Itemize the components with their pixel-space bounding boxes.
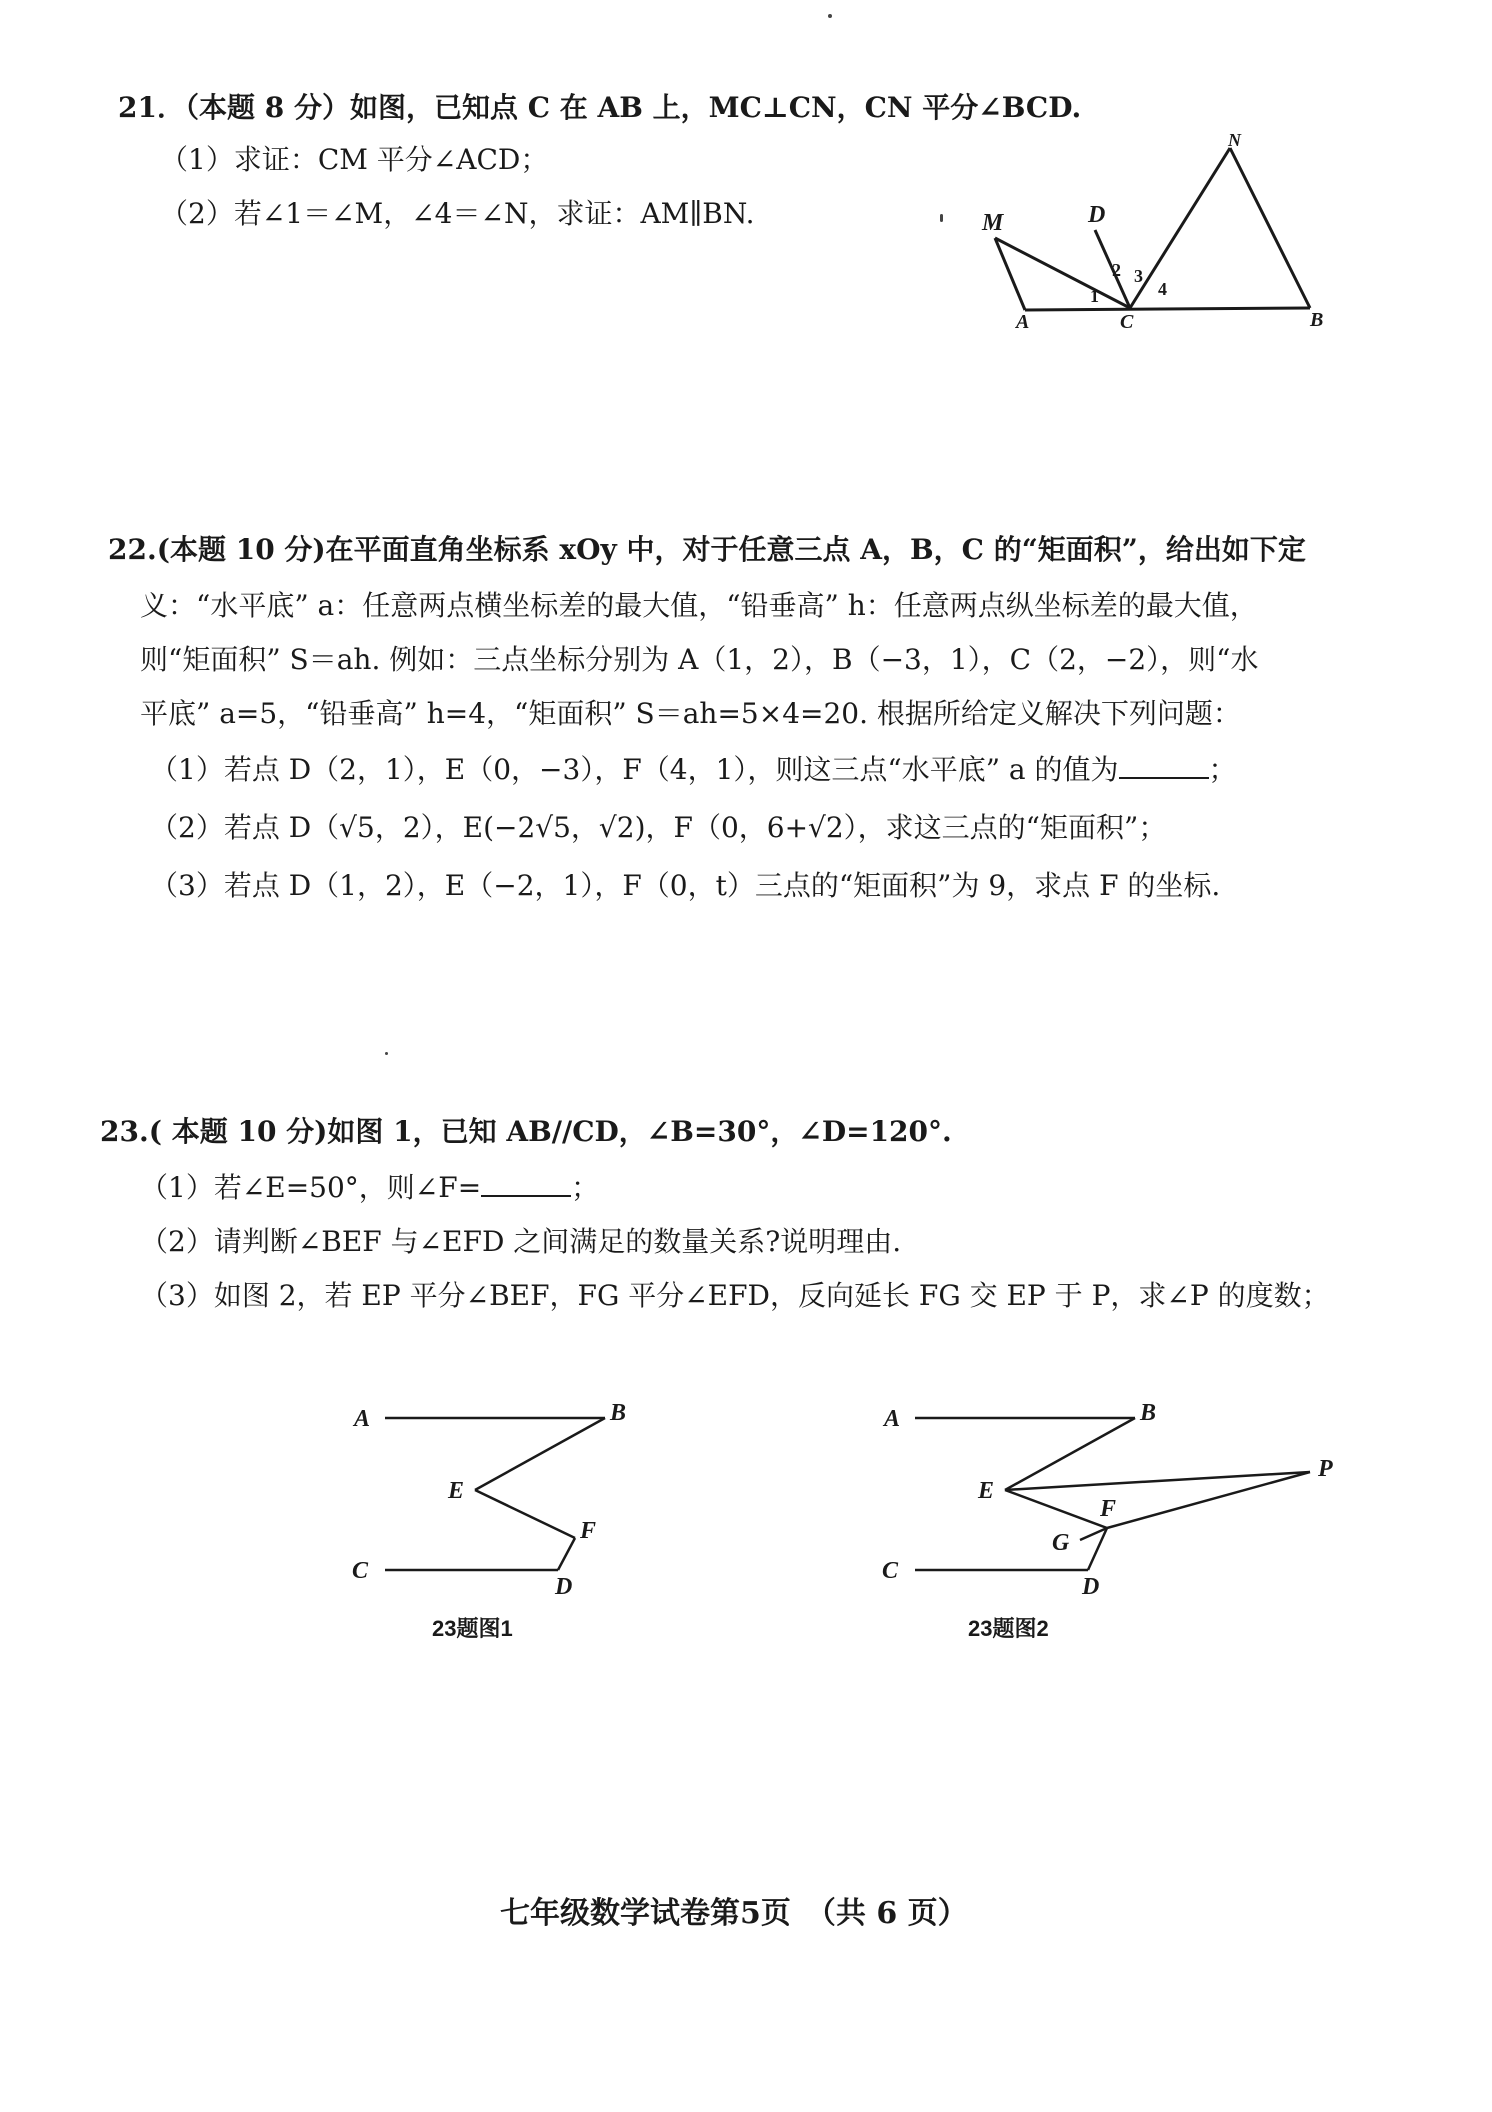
q21-part1: （1）求证：CM 平分∠ACD； xyxy=(160,143,549,176)
q23-figure-2 xyxy=(870,1380,1370,1600)
label-e: E xyxy=(448,1478,465,1504)
label-f: F xyxy=(580,1518,597,1544)
q22-line3: 则“矩面积” S＝ah. 例如：三点坐标分别为 A（1，2），B（−3，1），C（2，−2），则“水 xyxy=(140,643,1259,676)
segment-ep xyxy=(1005,1472,1310,1490)
angle-4: 4 xyxy=(1158,279,1167,299)
label-a: A xyxy=(884,1406,901,1432)
scan-speck xyxy=(828,14,832,18)
angle-3: 3 xyxy=(1134,266,1143,286)
label-b: B xyxy=(1140,1400,1157,1426)
q22-part1-end: ； xyxy=(1208,753,1237,786)
label-a: A xyxy=(1016,311,1030,330)
q21-figure xyxy=(960,130,1340,330)
q23-title: 23.( 本题 10 分)如图 1，已知 AB//CD，∠B=30°，∠D=120°. xyxy=(100,1115,952,1148)
label-b: B xyxy=(610,1400,627,1426)
segment-be xyxy=(1005,1418,1135,1490)
q22-part2: （2）若点 D（√5，2），E(−2√5，√2)，F（0，6+√2），求这三点的“矩面积”； xyxy=(150,811,1167,844)
q22-part3: （3）若点 D（1，2），E（−2，1），F（0，t）三点的“矩面积”为 9，求点 F 的坐标. xyxy=(150,869,1221,902)
segment-ab xyxy=(1025,308,1310,310)
label-d: D xyxy=(1082,1574,1100,1600)
q23-part3: （3）如图 2，若 EP 平分∠BEF，FG 平分∠EFD，反向延长 FG 交 EP 于 P，求∠P 的度数； xyxy=(140,1279,1330,1312)
answer-blank[interactable] xyxy=(481,1169,571,1197)
label-m: M xyxy=(982,210,1004,236)
q23-figure-1 xyxy=(340,1380,660,1600)
label-c: C xyxy=(352,1558,369,1584)
segment-nb xyxy=(1230,148,1310,308)
label-c: C xyxy=(882,1558,899,1584)
label-d: D xyxy=(1088,202,1106,228)
scan-speck xyxy=(940,214,943,222)
segment-mc xyxy=(995,238,1130,308)
label-p: P xyxy=(1318,1456,1333,1482)
label-e: E xyxy=(978,1478,995,1504)
label-n: N xyxy=(1228,130,1241,150)
q22-line4: 平底” a=5，“铅垂高” h=4，“矩面积” S＝ah=5×4=20. 根据所给定义解决下列问题： xyxy=(140,697,1241,730)
segment-ef xyxy=(1005,1490,1107,1528)
q22-part1-text: （1）若点 D（2，1），E（0，−3），F（4，1），则这三点“水平底” a 的值为 xyxy=(150,753,1119,786)
segment-am xyxy=(995,238,1025,310)
label-a: A xyxy=(354,1406,371,1432)
segment-ef xyxy=(475,1490,575,1538)
q21-part2: （2）若∠1＝∠M，∠4＝∠N，求证：AM∥BN. xyxy=(160,197,755,230)
q23-part1-text: （1）若∠E=50°，则∠F= xyxy=(140,1171,482,1204)
segment-pf xyxy=(1107,1472,1310,1528)
q23-part1 xyxy=(140,1168,599,1208)
segment-cn xyxy=(1130,148,1230,308)
q22-part1 xyxy=(150,750,1237,790)
label-b: B xyxy=(1310,309,1324,330)
q22-line1: 22.(本题 10 分)在平面直角坐标系 xOy 中，对于任意三点 A，B，C 的“矩面积”，给出如下定 xyxy=(108,533,1306,566)
label-g: G xyxy=(1052,1530,1070,1556)
q23-part1-end: ； xyxy=(571,1171,600,1204)
segment-be xyxy=(475,1418,605,1490)
q21-title: 21．（本题 8 分）如图，已知点 C 在 AB 上，MC⊥CN，CN 平分∠BCD. xyxy=(118,91,1082,124)
page-footer: 七年级数学试卷第5页 （共 6 页） xyxy=(500,1896,968,1931)
angle-1: 1 xyxy=(1090,286,1099,306)
label-d: D xyxy=(555,1574,573,1600)
q23-part2: （2）请判断∠BEF 与∠EFD 之间满足的数量关系?说明理由. xyxy=(140,1225,902,1258)
label-c: C xyxy=(1120,311,1134,330)
scan-speck xyxy=(385,1052,388,1055)
figure1-caption: 23题图1 xyxy=(432,1616,513,1641)
q22-line2: 义：“水平底” a：任意两点横坐标差的最大值，“铅垂高” h：任意两点纵坐标差的最大值， xyxy=(140,589,1258,622)
segment-fd xyxy=(558,1538,575,1570)
answer-blank[interactable] xyxy=(1119,751,1209,779)
angle-2: 2 xyxy=(1112,260,1121,280)
label-f: F xyxy=(1100,1496,1117,1522)
figure2-caption: 23题图2 xyxy=(968,1616,1049,1641)
